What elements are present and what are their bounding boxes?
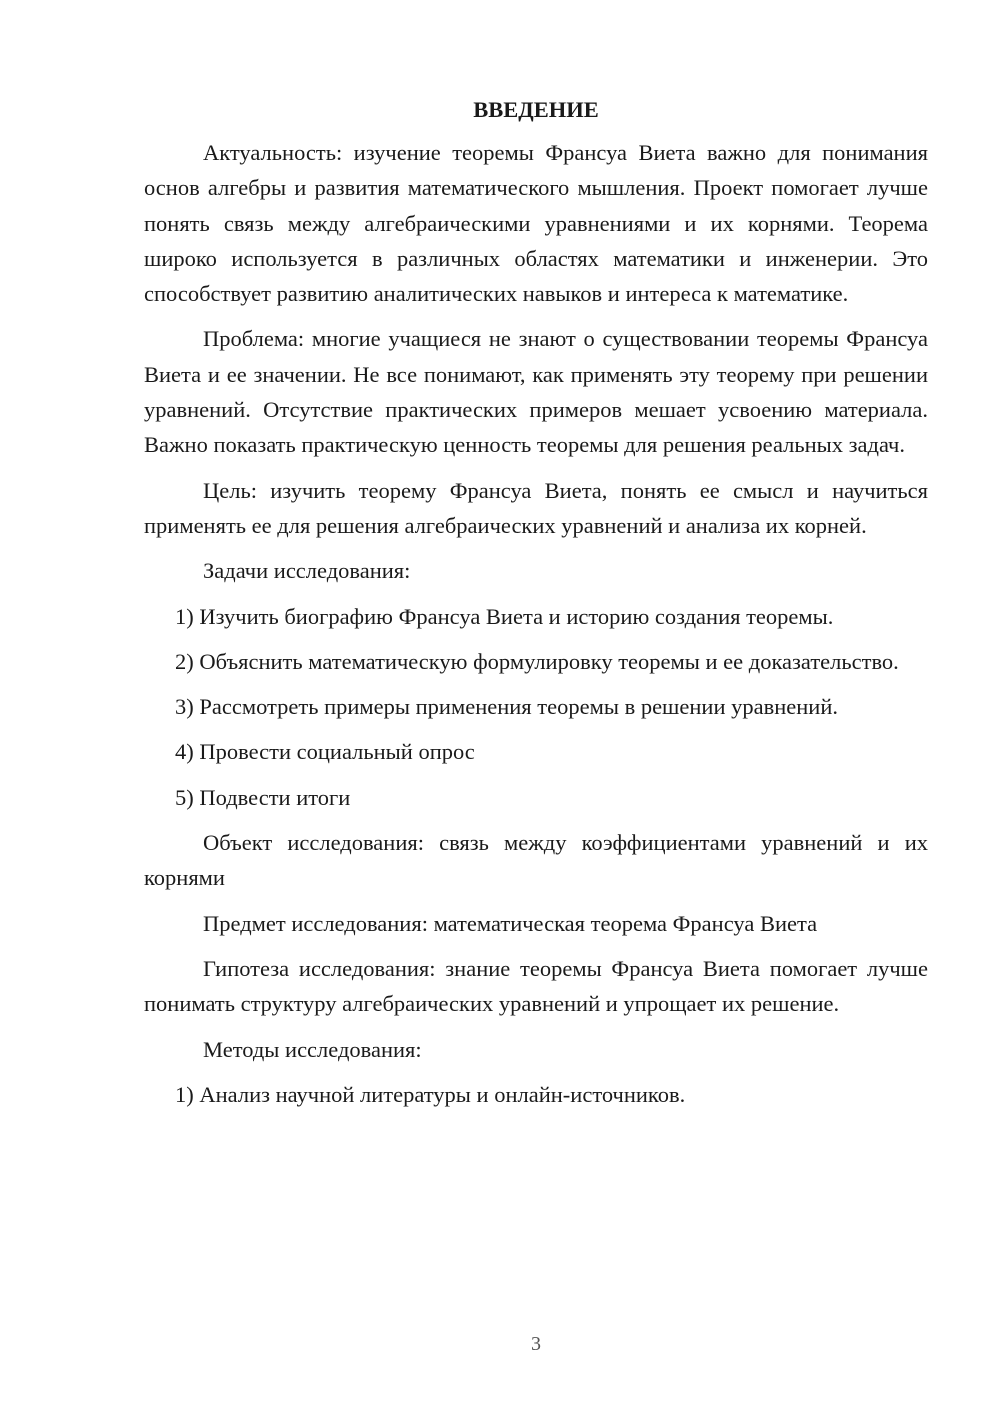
- task-item-1: 1) Изучить биографию Франсуа Виета и историю создания теоремы.: [175, 603, 834, 629]
- task-item-5: 5) Подвести итоги: [175, 784, 351, 810]
- paragraph-object: Объект исследования: связь между коэффициентами уравнений и их корнями: [144, 830, 928, 891]
- method-item-1: 1) Анализ научной литературы и онлайн-источников.: [175, 1081, 686, 1107]
- paragraph-relevance: Актуальность: изучение теоремы Франсуа Виета важно для понимания основ алгебры и развития математического мышления. Проект помогает лучше понять связь между алгебраическими уравнениями и их корнями. Теорема широко используется в различных областях математики и инженерии. Это способствует развитию аналитических навыков и интереса к математике.: [144, 140, 928, 307]
- section-title: ВВЕДЕНИЕ: [473, 97, 599, 122]
- methods-heading: Методы исследования:: [203, 1036, 422, 1062]
- document-body: [144, 92, 928, 1122]
- task-item-3: 3) Рассмотреть примеры применения теоремы в решении уравнений.: [175, 694, 839, 720]
- paragraph-hypothesis: Гипотеза исследования: знание теоремы Франсуа Виета помогает лучше понимать структуру алгебраических уравнений и упрощает их решение.: [144, 955, 928, 1017]
- task-item-2: 2) Объяснить математическую формулировку теоремы и ее доказательство.: [175, 648, 899, 674]
- paragraph-goal: Цель: изучить теорему Франсуа Виета, понять ее смысл и научиться применять ее для решения алгебраических уравнений и анализа их корней.: [144, 477, 928, 538]
- task-item-4: 4) Провести социальный опрос: [175, 739, 475, 765]
- paragraph-subject: Предмет исследования: математическая теорема Франсуа Виета: [203, 910, 818, 936]
- page-number: 3: [531, 1333, 541, 1355]
- tasks-heading: Задачи исследования:: [203, 558, 411, 584]
- paragraph-problem: Проблема: многие учащиеся не знают о существовании теоремы Франсуа Виета и ее значении. Не все понимают, как применять эту теорему при решении уравнений. Отсутствие практических примеров мешает усвоению материала. Важно показать практическую ценность теоремы для решения реальных задач.: [144, 326, 928, 458]
